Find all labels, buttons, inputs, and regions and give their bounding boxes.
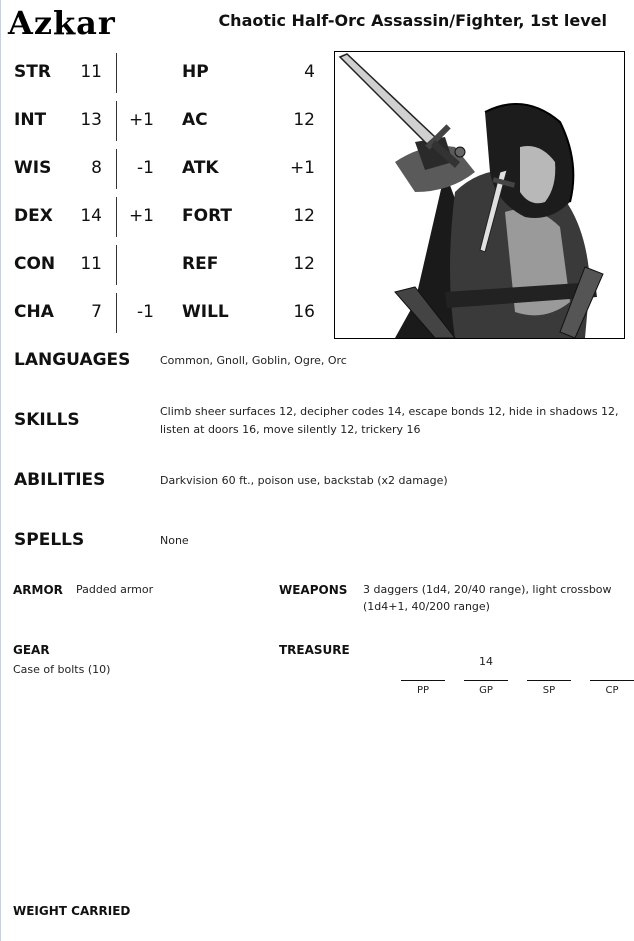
coin-label: PP: [416, 685, 430, 696]
coin-label: SP: [542, 685, 556, 696]
coin-value: 14: [479, 655, 493, 668]
coin-label: CP: [605, 685, 619, 696]
ability-score: 11: [80, 62, 102, 82]
ability-divider: [116, 197, 117, 237]
weapons-label: WEAPONS: [279, 583, 348, 597]
ability-score: 7: [91, 302, 102, 322]
defense-value: 12: [293, 110, 315, 130]
hooded-assassin-icon: [335, 52, 624, 338]
defense-label: HP: [182, 62, 209, 82]
defense-value: 12: [293, 254, 315, 274]
ability-score: 14: [80, 206, 102, 226]
coin-underline: [464, 680, 508, 681]
page-left-rule: [0, 0, 1, 941]
character-name: Azkar: [8, 4, 116, 42]
character-portrait: [334, 51, 625, 339]
languages-label: LANGUAGES: [14, 350, 131, 370]
coin-underline: [527, 680, 571, 681]
defense-value: 12: [293, 206, 315, 226]
ability-label: WIS: [14, 158, 52, 178]
defense-value: 4: [304, 62, 315, 82]
ability-score: 13: [80, 110, 102, 130]
character-class-line: Chaotic Half-Orc Assassin/Fighter, 1st level: [218, 11, 607, 30]
ability-score: 8: [91, 158, 102, 178]
defense-label: REF: [182, 254, 219, 274]
defense-label: WILL: [182, 302, 229, 322]
ability-modifier: +1: [128, 110, 154, 130]
spells-text: None: [160, 534, 189, 547]
ability-divider: [116, 101, 117, 141]
ability-divider: [116, 149, 117, 189]
ability-modifier: -1: [137, 158, 154, 178]
defense-value: 16: [293, 302, 315, 322]
ability-modifier: +1: [128, 206, 154, 226]
spells-label: SPELLS: [14, 530, 85, 550]
ability-divider: [116, 293, 117, 333]
weapons-text: 3 daggers (1d4, 20/40 range), light crossbow (1d4+1, 40/200 range): [363, 583, 612, 613]
coin-underline: [590, 680, 634, 681]
defense-label: AC: [182, 110, 208, 130]
ability-divider: [116, 245, 117, 285]
abilities-text: Darkvision 60 ft., poison use, backstab (x2 damage): [160, 474, 448, 487]
ability-divider: [116, 53, 117, 93]
ability-score: 11: [80, 254, 102, 274]
ability-label: STR: [14, 62, 51, 82]
skills-label: SKILLS: [14, 410, 80, 430]
ability-modifier: -1: [137, 302, 154, 322]
abilities-label: ABILITIES: [14, 470, 106, 490]
weight-carried-label: WEIGHT CARRIED: [13, 904, 131, 918]
defense-label: ATK: [182, 158, 219, 178]
languages-text: Common, Gnoll, Goblin, Ogre, Orc: [160, 354, 347, 367]
ability-label: CHA: [14, 302, 54, 322]
armor-label: ARMOR: [13, 583, 63, 597]
defense-label: FORT: [182, 206, 232, 226]
defense-value: +1: [289, 158, 315, 178]
armor-text: Padded armor: [76, 583, 154, 596]
treasure-label: TREASURE: [279, 643, 350, 657]
ability-label: INT: [14, 110, 47, 130]
ability-label: DEX: [14, 206, 53, 226]
skills-text: Climb sheer surfaces 12, decipher codes 14, escape bonds 12, hide in shadows 12, listen at doors 16, move silently 12, trickery 16: [160, 405, 619, 436]
coin-label: GP: [479, 685, 493, 696]
gear-label: GEAR: [13, 643, 50, 657]
gear-text: Case of bolts (10): [13, 663, 111, 676]
ability-label: CON: [14, 254, 56, 274]
coin-underline: [401, 680, 445, 681]
